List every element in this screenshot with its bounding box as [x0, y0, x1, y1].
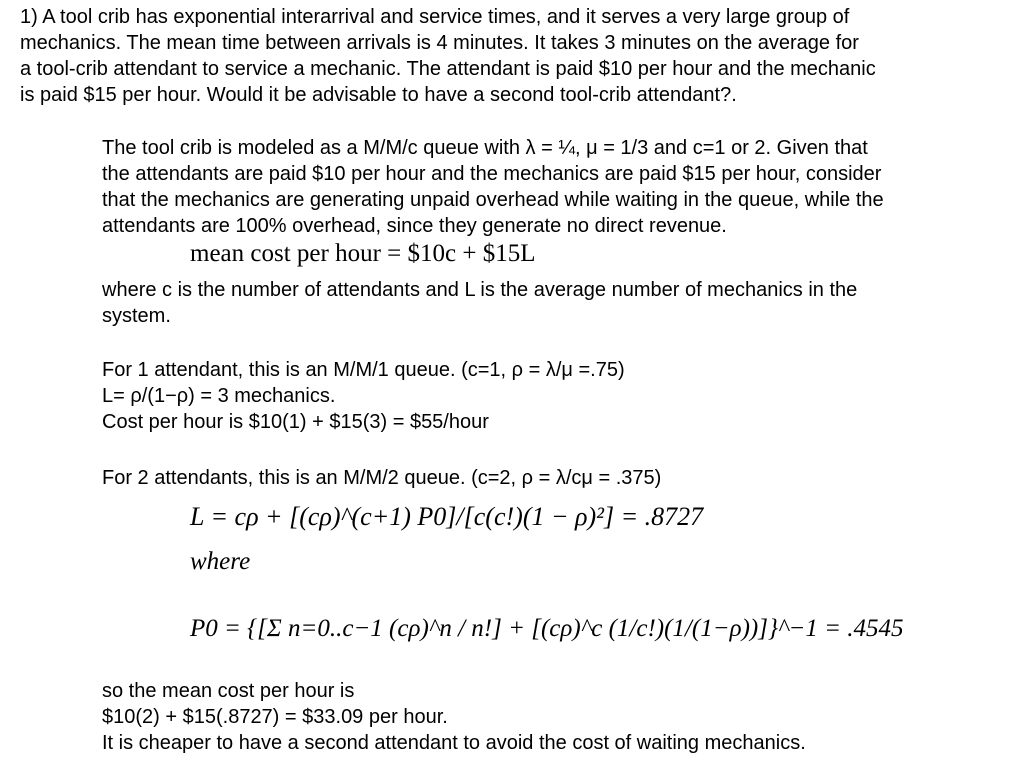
L-equation: L = cρ + [(cρ)^(c+1) P0]/[c(c!)(1 − ρ)²] = .8727: [190, 502, 704, 531]
one-attendant-line-1: For 1 attendant, this is an M/M/1 queue. (c=1, ρ = λ/μ =.75): [102, 359, 625, 381]
one-attendant-line-3: Cost per hour is $10(1) + $15(3) = $55/hour: [102, 411, 489, 433]
conclusion-line-2: $10(2) + $15(.8727) = $33.09 per hour.: [102, 706, 448, 728]
intro-line-2: the attendants are paid $10 per hour and the mechanics are paid $15 per hour, consider: [102, 163, 882, 185]
where-label: where: [190, 548, 251, 575]
cost-formula: mean cost per hour = $10c + $15L: [190, 240, 536, 267]
intro-line-4: attendants are 100% overhead, since they generate no direct revenue.: [102, 215, 727, 237]
conclusion-line-3: It is cheaper to have a second attendant to avoid the cost of waiting mechanics.: [102, 732, 806, 754]
where-line-2: system.: [102, 305, 171, 327]
problem-line-2: mechanics. The mean time between arrivals is 4 minutes. It takes 3 minutes on the average for: [20, 32, 859, 54]
problem-line-1: 1) A tool crib has exponential interarrival and service times, and it serves a very large group of: [20, 6, 850, 28]
problem-line-3: a tool-crib attendant to service a mechanic. The attendant is paid $10 per hour and the mechanic: [20, 58, 876, 80]
conclusion-line-1: so the mean cost per hour is: [102, 680, 355, 702]
intro-line-1: The tool crib is modeled as a M/M/c queue with λ = ¼, μ = 1/3 and c=1 or 2. Given that: [102, 137, 868, 159]
one-attendant-line-2: L= ρ/(1−ρ) = 3 mechanics.: [102, 385, 336, 407]
P0-equation: P0 = {[Σ n=0..c−1 (cρ)^n / n!] + [(cρ)^c (1/c!)(1/(1−ρ))]}^−1 = .4545: [190, 615, 904, 642]
problem-line-4: is paid $15 per hour. Would it be advisable to have a second tool-crib attendant?.: [20, 84, 737, 106]
two-attendants-header: For 2 attendants, this is an M/M/2 queue. (c=2, ρ = λ/cμ = .375): [102, 467, 662, 489]
where-line-1: where c is the number of attendants and L is the average number of mechanics in the: [102, 279, 858, 301]
intro-line-3: that the mechanics are generating unpaid overhead while waiting in the queue, while the: [102, 189, 884, 211]
